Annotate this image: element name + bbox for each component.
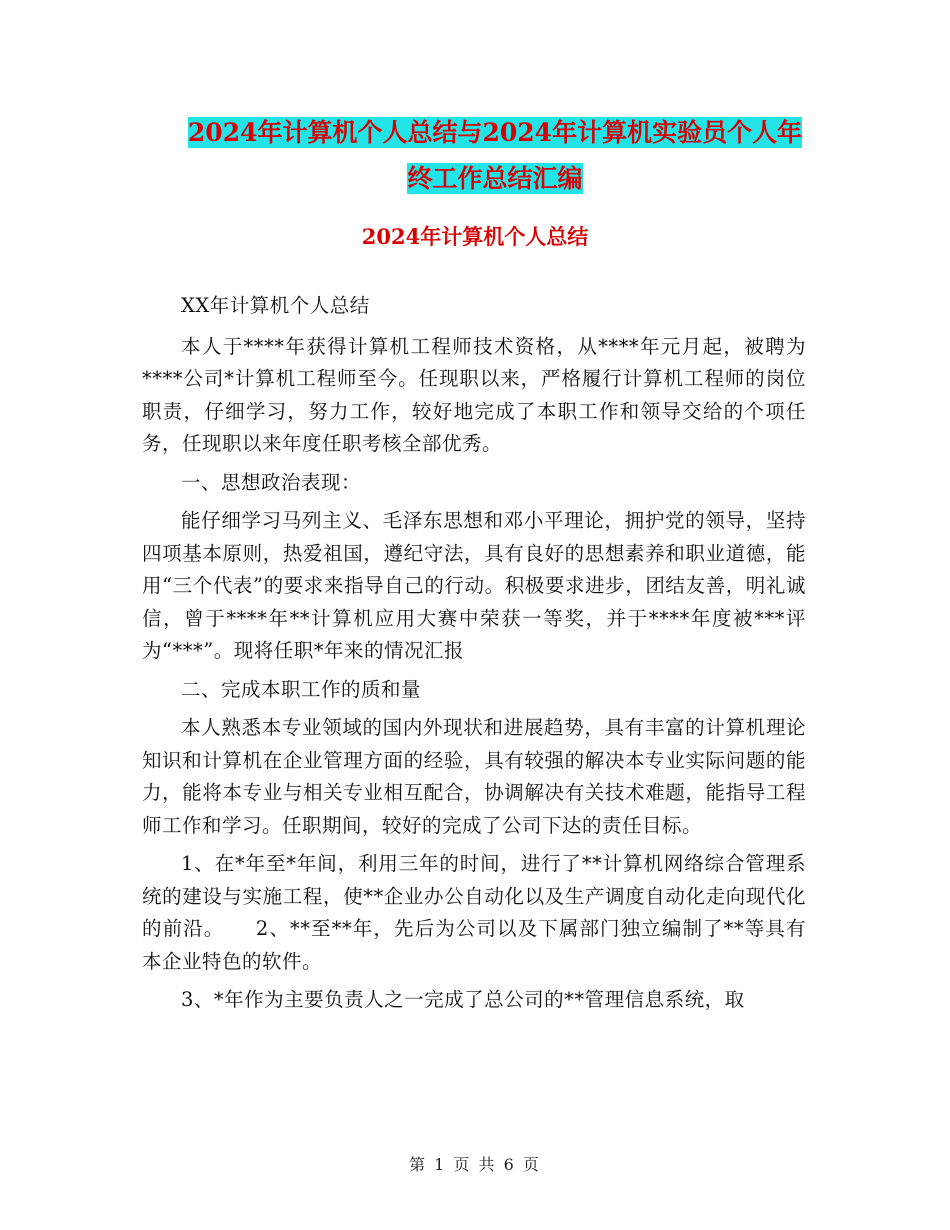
document-title-line-2: 终工作总结汇编 [407, 164, 583, 193]
section-title: 2024年计算机个人总结 [361, 224, 589, 249]
paragraph-item-3: 3、*年作为主要负责人之一完成了总公司的**管理信息系统，取 [181, 988, 745, 1011]
paragraph-item-1-2: 1、在*年至*年间，利用三年的时间，进行了**计算机网络综合管理系统的建设与实施工程，使**企业办公自动化以及生产调度自动化走向现代化的前沿。 2、**至**年，先后为公司以及下属部门独立编制了**等具有本企业特色的软件。 [142, 852, 806, 973]
document-title-line-1: 2024年计算机个人总结与2024年计算机实验员个人年 [187, 118, 803, 147]
paragraph-work-quality: 本人熟悉本专业领域的国内外现状和进展趋势，具有丰富的计算机理论知识和计算机在企业管理方面的经验，具有较强的解决本专业实际问题的能力，能将本专业与相关专业相互配合，协调解决有关技术难题，能指导工程师工作和学习。任职期间，较好的完成了公司下达的责任目标。 [142, 716, 806, 837]
heading-political: 一、思想政治表现： [181, 470, 362, 494]
document-title [140, 110, 850, 202]
document-body [142, 290, 806, 1017]
page-footer: 第 1 页 共 6 页 [409, 1155, 541, 1174]
heading-work-quality: 二、完成本职工作的质和量 [181, 677, 422, 701]
paragraph-subtitle: XX年计算机个人总结 [181, 294, 370, 317]
paragraph-intro: 本人于****年获得计算机工程师技术资格，从****年元月起，被聘为****公司*计算机工程师至今。任现职以来，严格履行计算机工程师的岗位职责，仔细学习，努力工作，较好地完成了本职工作和领导交给的个项任务，任现职以来年度任职考核全部优秀。 [142, 334, 806, 455]
paragraph-political: 能仔细学习马列主义、毛泽东思想和邓小平理论，拥护党的领导，坚持四项基本原则，热爱祖国，遵纪守法，具有良好的思想素养和职业道德，能用“三个代表”的要求来指导自己的行动。积极要求进步，团结友善，明礼诚信，曾于****年**计算机应用大赛中荣获一等奖，并于****年度被***评为“***”。现将任职*年来的情况汇报 [142, 509, 806, 662]
